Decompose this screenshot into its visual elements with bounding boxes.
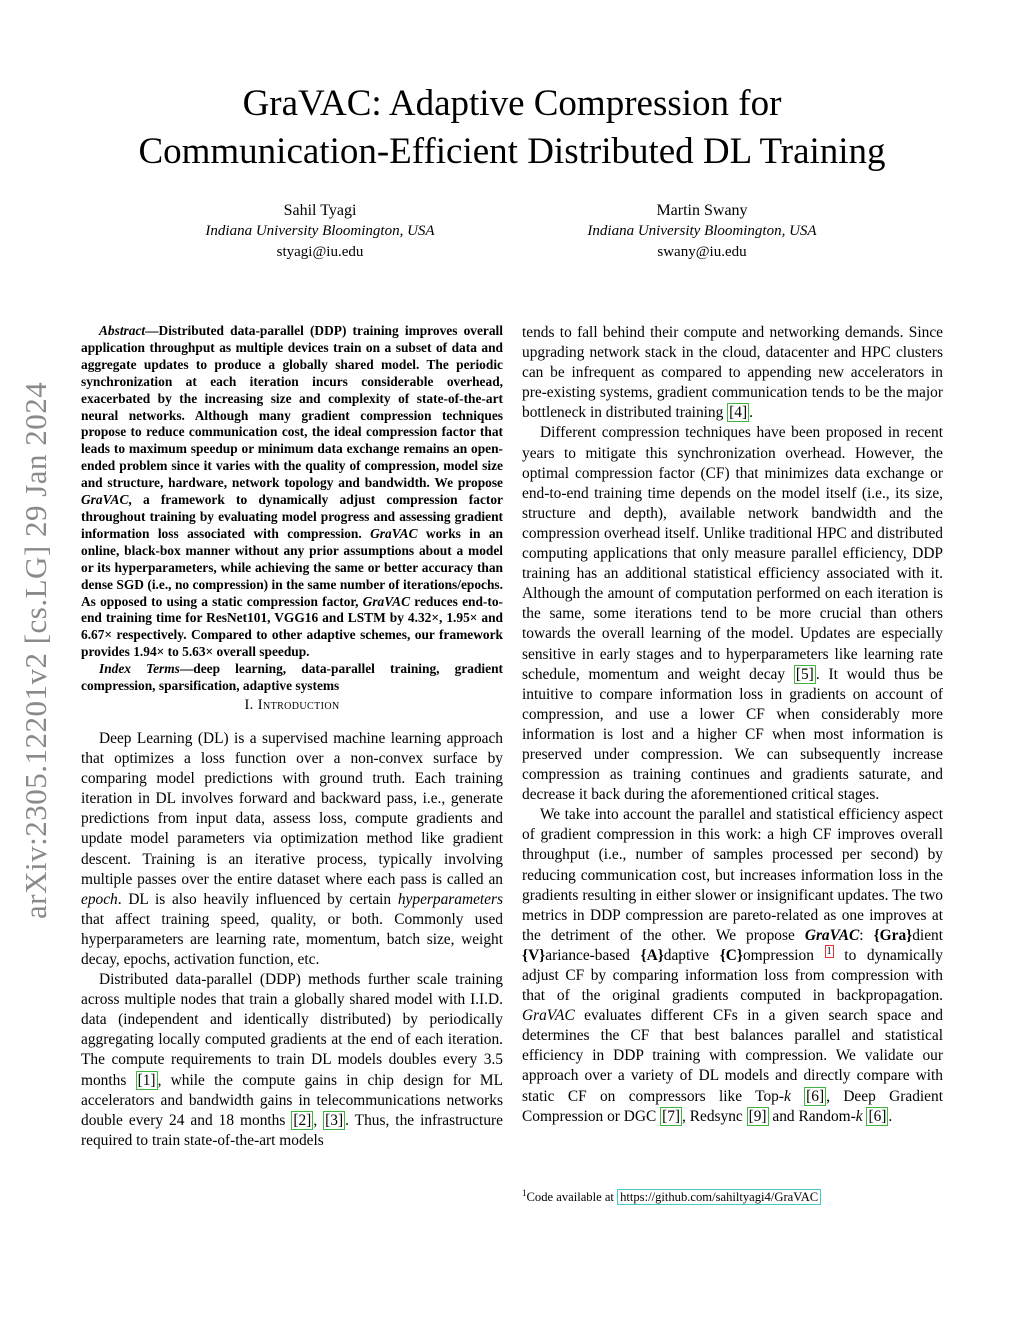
acronym-part: {V} <box>522 946 546 964</box>
citation-link[interactable]: [9] <box>748 1107 767 1125</box>
paragraph-text: We take into account the parallel and statistical efficiency aspect of gradient compression in this work: a high CF improves overall throughput (i.e., number of samples processed per second) by reducing communication cost, but increases information loss in the gradients resulting in either slower or insignificant updates. The two metrics in DDP compression are pareto-related as one improves at the detriment of the other. We propose <box>522 806 943 944</box>
gravac-name: GraVAC <box>522 1007 575 1025</box>
paragraph-text: ariance-based <box>545 946 641 964</box>
intro-paragraph-4 <box>522 805 943 1127</box>
paragraph-text: and Random- <box>768 1107 856 1125</box>
footnote-ref-link[interactable]: 1 <box>826 945 832 957</box>
paragraph-text: . DL is also heavily influenced by certain <box>117 890 398 908</box>
acronym-part: {Gra} <box>873 926 913 944</box>
abstract-text: Distributed data-parallel (DDP) training improves overall application throughput as multiple devices train on a subset of data and aggregate updates to produce a globally shared model. The periodic synchronization at each iteration incurs considerable overhead, exacerbated by the increasing size and complexity of state-of-the-art neural networks. Although many gradient compression techniques propose to reduce communication cost, the ideal compression factor that leads to maximum speedup or minimum data exchange remains an open-ended problem since it varies with the quality of compression, model size and structure, hardware, network topology and bandwidth. We propose <box>81 323 503 491</box>
gravac-name: GraVAC <box>370 525 418 541</box>
author-block-2 <box>512 200 892 263</box>
term-epoch: epoch <box>81 890 118 908</box>
abstract-dash: — <box>145 323 159 338</box>
footnote <box>522 1185 943 1205</box>
title-line-2: Communication-Efficient Distributed DL Training <box>138 131 886 172</box>
paragraph-text: , Redsync <box>682 1107 747 1125</box>
paragraph-text: , while the compute gains in chip design for ML accelerators and bandwidth gains in telecommunications networks double every 24 and 18 months <box>81 1071 504 1129</box>
paragraph-text: evaluates different CFs in a given search space and determines the CF that best balances parallel and statistical efficiency in DDP training with compression. We validate our approach over a variety of DL models and directly compare with static CF on compressors like Top- <box>522 1007 943 1105</box>
paragraph-text: . <box>888 1107 893 1125</box>
paragraph-text: . It would thus be intuitive to compare information loss in gradients on account of compression, and use a lower CF when considerably more information is lost and a higher CF when most information is preserved under compression. We can subsequently increase compression as training continues and gradients saturate, and decrease it back during the aforementioned critical stages. <box>522 665 943 804</box>
author-email: styagi@iu.edu <box>276 244 364 260</box>
paragraph-text: : <box>859 926 874 944</box>
paragraph-text: to dynamically adjust CF by comparing information loss from compression with that of the original gradients computed in backpropagation. <box>522 946 944 1005</box>
intro-paragraph-1 <box>81 729 503 970</box>
author-affiliation: Indiana University Bloomington, USA <box>205 223 435 239</box>
gravac-name: GraVAC <box>81 492 129 508</box>
citation-link[interactable]: [6] <box>868 1107 887 1125</box>
code-repo-link[interactable]: https://github.com/sahiltyagi4/GraVAC <box>617 1189 821 1205</box>
paragraph-text: ompression <box>742 946 825 964</box>
abstract <box>81 323 503 661</box>
footnote-number: 1 <box>522 1188 527 1198</box>
index-terms <box>81 661 503 695</box>
math-k: k <box>855 1107 863 1125</box>
title-line-1: GraVAC: Adaptive Compression for <box>242 83 782 124</box>
citation-link[interactable]: [4] <box>729 404 748 422</box>
paragraph-text: Distributed data-parallel (DDP) methods further scale training across multiple nodes that train a globally shared model with I.I.D. data (independent and identically distributed) by periodically aggregating locally computed gradients at the end of each iteration. The compute requirements to train DL models doubles every 3.5 months <box>81 971 503 1089</box>
citation-link[interactable]: [6] <box>806 1087 825 1105</box>
paragraph-text: dient <box>912 926 944 944</box>
acronym-part: {C} <box>719 946 743 964</box>
paragraph-text: daptive <box>663 946 720 964</box>
paragraph-text: , <box>313 1111 324 1129</box>
abstract-label: Abstract <box>99 323 146 338</box>
left-column <box>81 323 503 1151</box>
intro-paragraph-2-cont <box>522 323 943 423</box>
math-k: k <box>783 1087 791 1105</box>
author-block-1 <box>130 200 510 263</box>
author-email: swany@iu.edu <box>657 244 747 260</box>
citation-link[interactable]: [5] <box>795 665 814 683</box>
abstract-text: reduces end-to-end training time for ResNet101, VGG16 and LSTM by 4.32×, 1.95× and 6.67× respectively. Compared to other adaptive schemes, our framework provides 1.94× to 5.63× overall speedup. <box>81 593 503 660</box>
acronym-part: {A} <box>640 946 664 964</box>
paragraph-text: , Deep Gradient Compression or DGC <box>522 1087 943 1125</box>
citation-link[interactable]: [1] <box>137 1071 156 1089</box>
index-terms-label: Index Terms <box>99 661 180 677</box>
intro-paragraph-3 <box>522 423 943 805</box>
paragraph-text: Different compression techniques have been proposed in recent years to mitigate this synchronization overhead. However, the optimal compression factor (CF) that minimizes data exchange or end-to-end training time depends on the model itself (i.e., its size, structure and depth), available network bandwidth and the compression overhead itself. Unlike traditional HPC and distributed computing applications that only measure parallel efficiency, DDP training has an additional statistical efficiency associated with it. Although the amount of computation performed on each iteration is the same, some iterations tend to be more crucial than others towards the overall learning of the model. Updates are especially sensitive in early stages and to hyperparameters like learning rate schedule, momentum and weight decay <box>522 424 943 683</box>
gravac-name: GraVAC <box>804 926 860 944</box>
paper-title <box>60 80 964 176</box>
section-heading: I. Introduction <box>244 696 340 713</box>
paragraph-text: . Thus, the infrastructure required to train state-of-the-art models <box>81 1111 503 1149</box>
author-affiliation: Indiana University Bloomington, USA <box>587 223 817 239</box>
abstract-text: works in an online, black-box manner without any prior assumptions about a model or its hyperparameters, while achieving the same or better accuracy than dense SGD (i.e., no compression) in the same number of iterations/epochs. As opposed to using a static compression factor, <box>81 525 503 609</box>
index-terms-text: —deep learning, data-parallel training, gradient compression, sparsification, adaptive systems <box>81 661 503 694</box>
right-column <box>522 323 943 1127</box>
paragraph-text: Deep Learning (DL) is a supervised machine learning approach that optimizes a loss function over a non-convex surface by comparing model predictions with ground truth. Each training iteration in DL involves forward and backward pass, i.e., generate predictions from input data, assess loss, compute gradients and update model parameters via optimization method like gradient descent. Training is an iterative process, typically involving multiple passes over the entire dataset where each pass is called an <box>81 729 503 888</box>
citation-link[interactable]: [3] <box>325 1111 344 1129</box>
arxiv-identifier: arXiv:2305.12201v2 [cs.LG] 29 Jan 2024 <box>18 381 53 919</box>
paragraph-text <box>791 1088 804 1105</box>
paragraph-text: that affect training speed, quality, or both. Commonly used hyperparameters are learning rate, momentum, batch size, weight decay, epochs, activation function, etc. <box>81 910 503 968</box>
author-name: Martin Swany <box>656 202 748 219</box>
paragraph-text: tends to fall behind their compute and networking demands. Since upgrading network stack in the cloud, datacenter and HPC clusters can be infrequent as compared to appending new accelerators in pre-existing systems, gradient communication tends to be the major bottleneck in distributed training <box>522 324 943 422</box>
citation-link[interactable]: [2] <box>293 1111 312 1129</box>
paragraph-text: . <box>749 404 753 422</box>
gravac-name: GraVAC <box>362 593 411 609</box>
footnote-text: Code available at <box>526 1190 618 1205</box>
term-hyperparameters: hyperparameters <box>397 890 503 908</box>
abstract-text: , a framework to dynamically adjust compression factor throughout training by evaluating model progress and assessing gradient information loss associated with compression. <box>81 492 503 541</box>
intro-paragraph-2 <box>81 970 503 1151</box>
author-name: Sahil Tyagi <box>283 202 357 219</box>
citation-link[interactable]: [7] <box>662 1107 681 1125</box>
